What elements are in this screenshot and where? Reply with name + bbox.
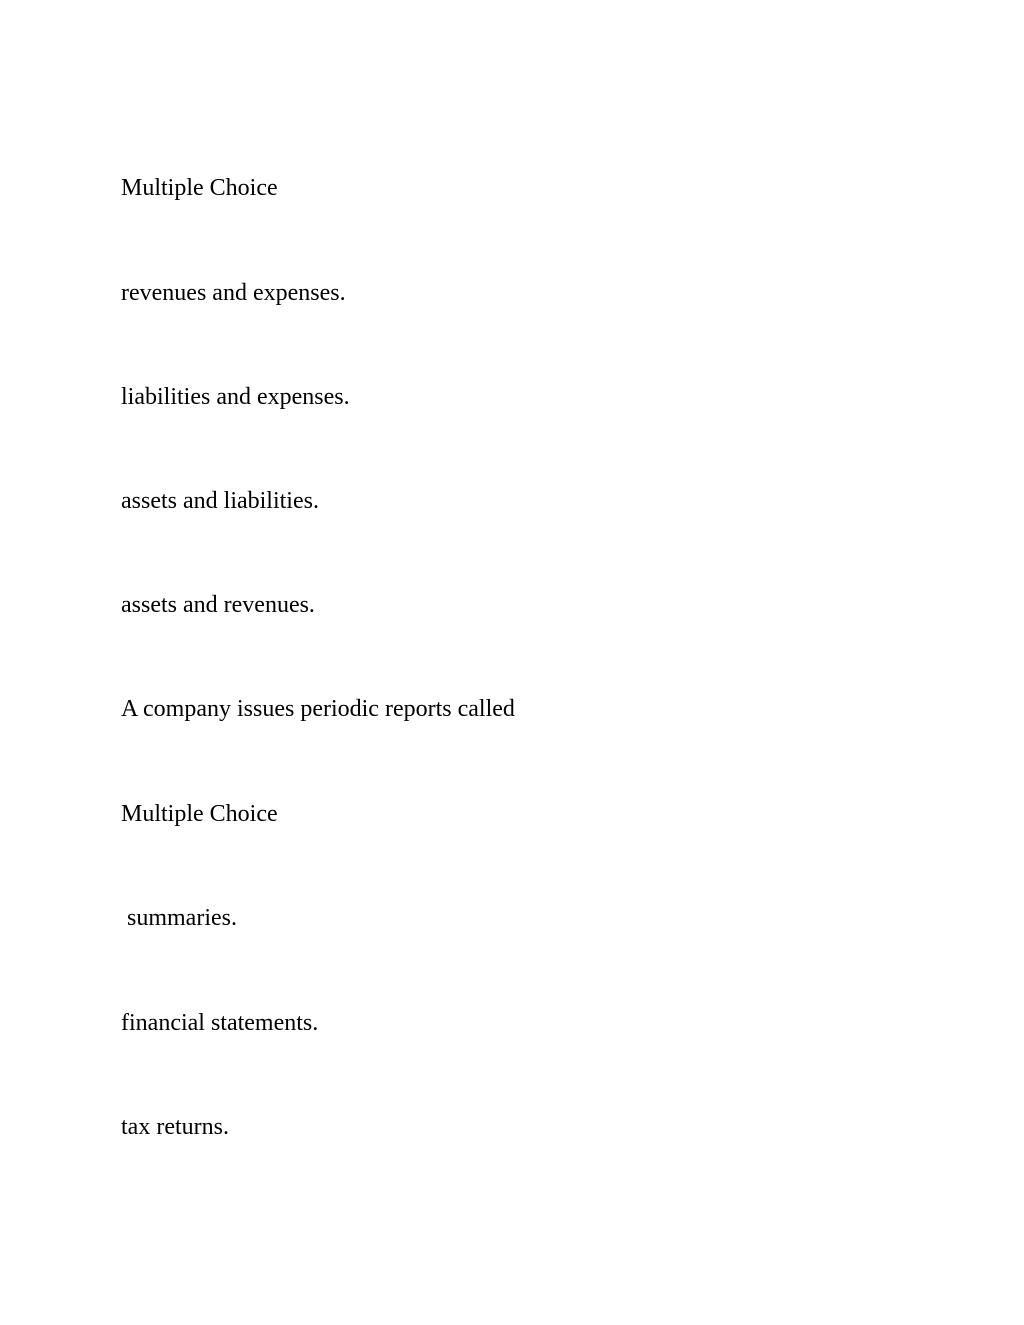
- answer-option: financial statements.: [121, 1010, 319, 1036]
- question-text: A company issues periodic reports called: [121, 696, 515, 722]
- answer-option: revenues and expenses.: [121, 280, 346, 306]
- section-heading-multiple-choice: Multiple Choice: [121, 801, 278, 827]
- answer-option: liabilities and expenses.: [121, 384, 350, 410]
- answer-option: summaries.: [121, 905, 237, 931]
- answer-option: tax returns.: [121, 1114, 229, 1140]
- answer-option: assets and liabilities.: [121, 488, 319, 514]
- section-heading-multiple-choice: Multiple Choice: [121, 175, 278, 201]
- answer-option: assets and revenues.: [121, 592, 315, 618]
